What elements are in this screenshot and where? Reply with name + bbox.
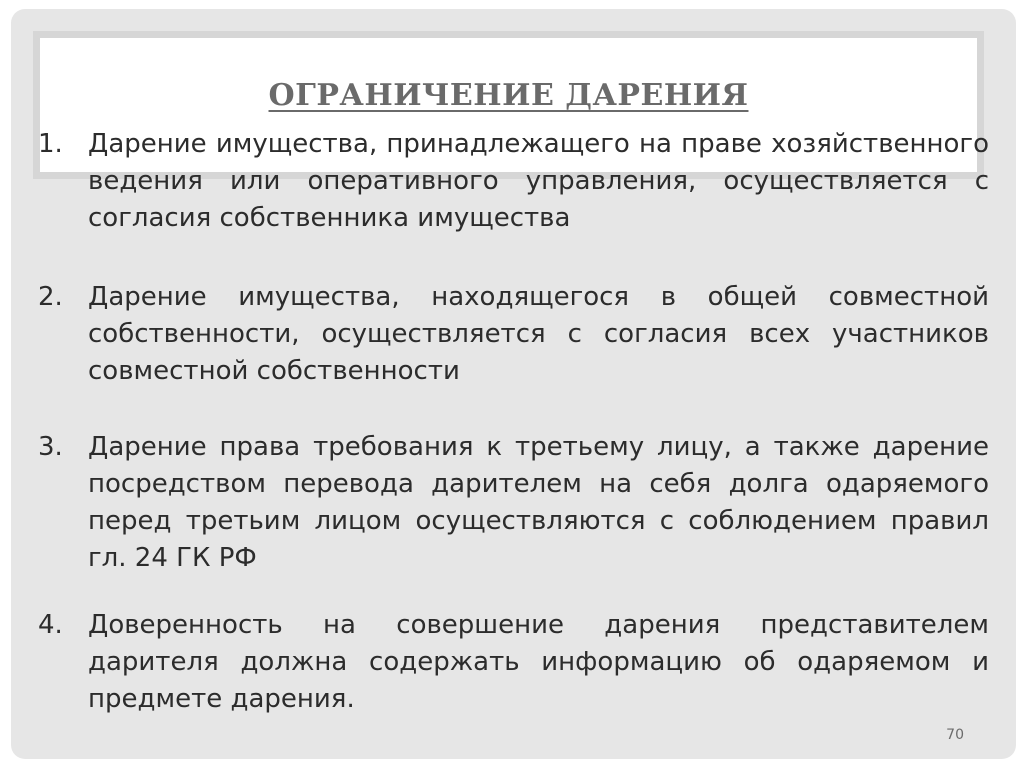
list-item-1	[38, 126, 989, 237]
list-item-number: 2.	[38, 282, 63, 312]
slide-title-text: ОГРАНИЧЕНИЕ ДАРЕНИЯ	[268, 78, 749, 113]
slide-title	[40, 78, 977, 113]
list-item-3	[38, 429, 989, 577]
list-item-text: Доверенность на совершение дарения представителем дарителя должна содержать информацию об одаряемом и предмете дарения.	[88, 610, 989, 714]
page-number: 70	[946, 727, 964, 743]
list-item-text: Дарение права требования к третьему лицу, а также дарение посредством перевода дарителем на себя долга одаряемого перед третьим лицом осуществляются с соблюдением правил гл. 24 ГК РФ	[88, 432, 989, 573]
list-item-4	[38, 607, 989, 718]
list-item-number: 3.	[38, 432, 63, 462]
list-item-2	[38, 279, 989, 390]
list-item-number: 1.	[38, 129, 63, 159]
slide	[11, 9, 1016, 759]
list-item-text: Дарение имущества, находящегося в общей совместной собственности, осуществляется с согласия всех участников совместной собственности	[88, 282, 989, 386]
list-item-text: Дарение имущества, принадлежащего на праве хозяйственного ведения или оперативного управления, осуществляется с согласия собственника имущества	[88, 129, 989, 233]
list-item-number: 4.	[38, 610, 63, 640]
